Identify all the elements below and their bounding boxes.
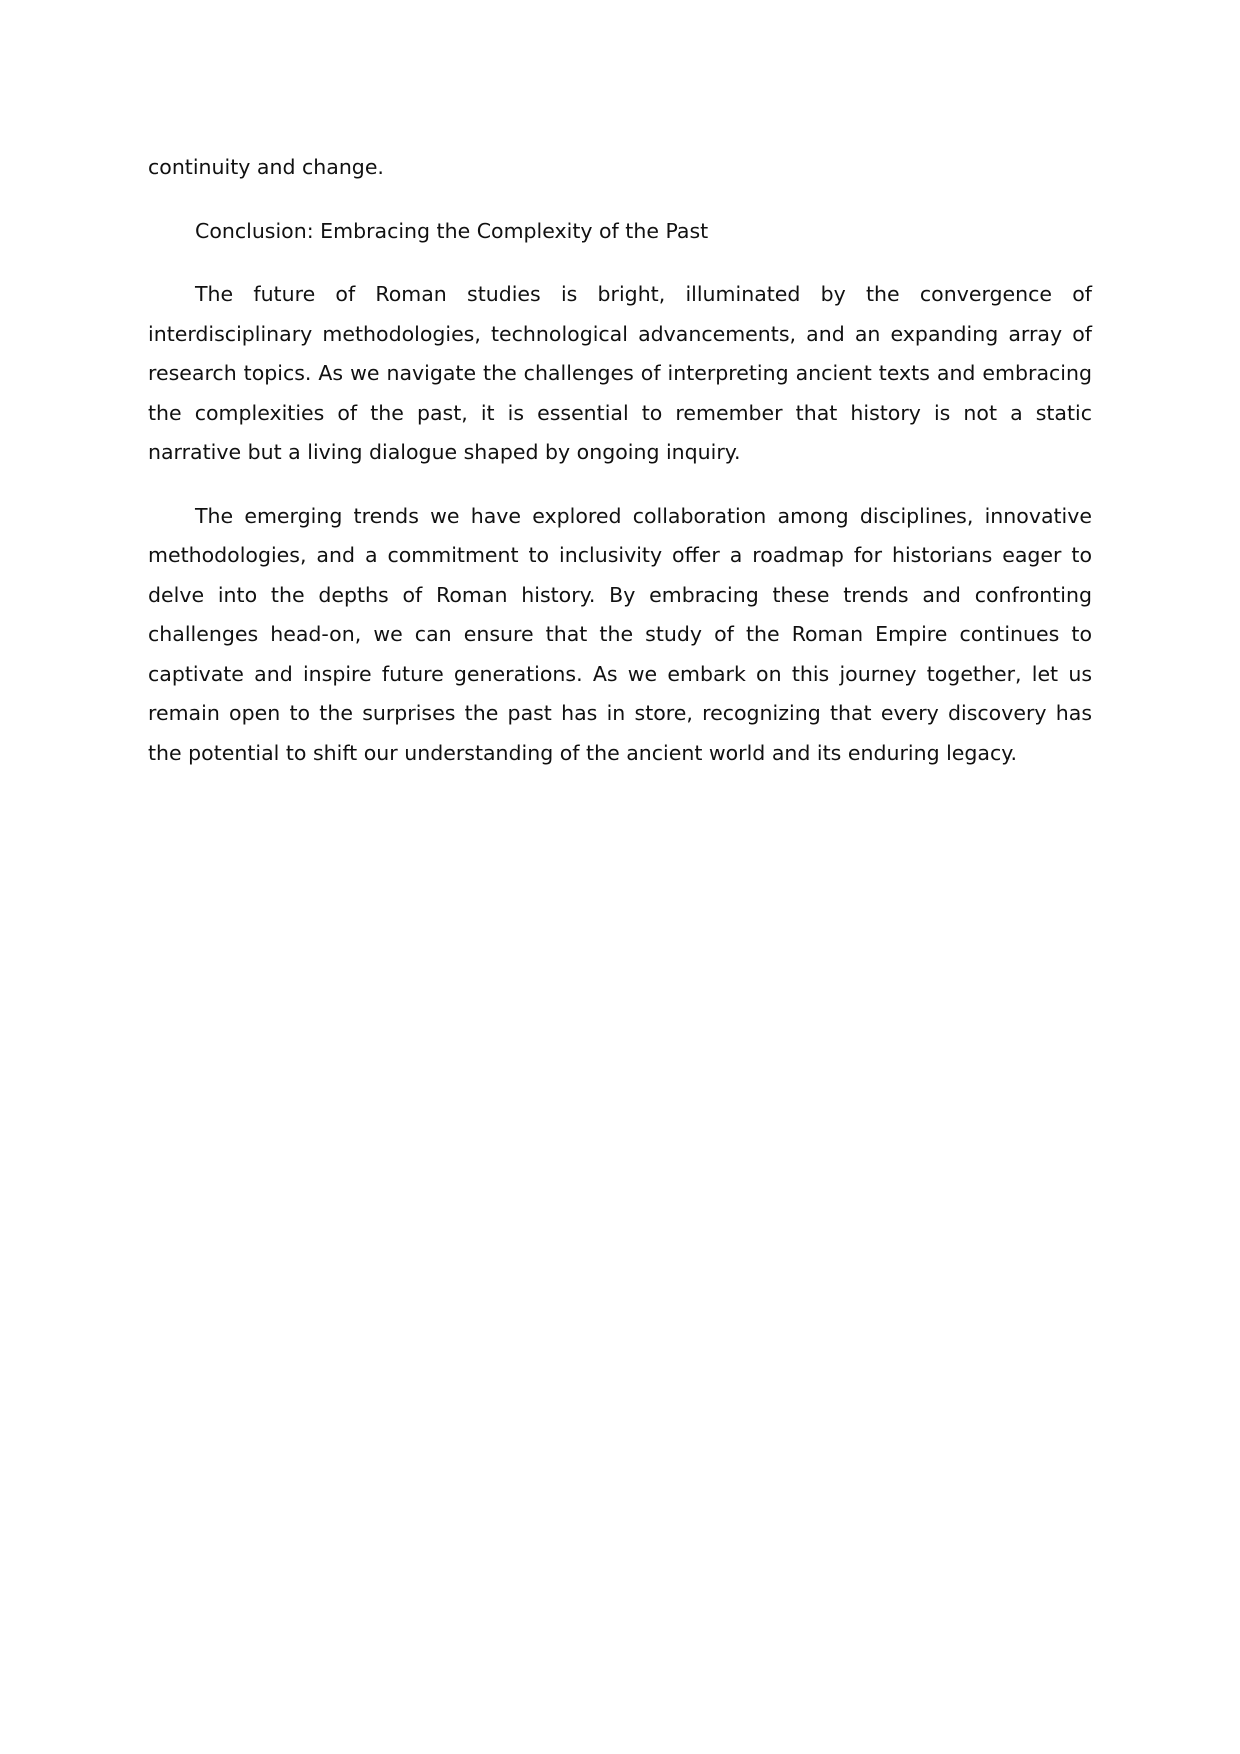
paragraph-1: The future of Roman studies is bright, illuminated by the convergence of interdisciplinary methodologies, technological advancements, and an expanding array of research topics. As we navigate the challenges of interpreting ancient texts and embracing the complexities of the past, it is essential to remember that history is not a static narrative but a living dialogue shaped by ongoing inquiry. <box>148 282 1092 464</box>
continued-paragraph-end: continuity and change. <box>148 155 384 179</box>
section-heading: Conclusion: Embracing the Complexity of the Past <box>195 218 709 243</box>
paragraph-2: The emerging trends we have explored collaboration among disciplines, innovative methodologies, and a commitment to inclusivity offer a roadmap for historians eager to delve into the depths of Roman history. By embracing these trends and confronting challenges head-on, we can ensure that the study of the Roman Empire continues to captivate and inspire future generations. As we embark on this journey together, let us remain open to the surprises the past has in store, recognizing that every discovery has the potential to shift our understanding of the ancient world and its enduring legacy. <box>148 503 1092 765</box>
document-body <box>148 148 1092 773</box>
